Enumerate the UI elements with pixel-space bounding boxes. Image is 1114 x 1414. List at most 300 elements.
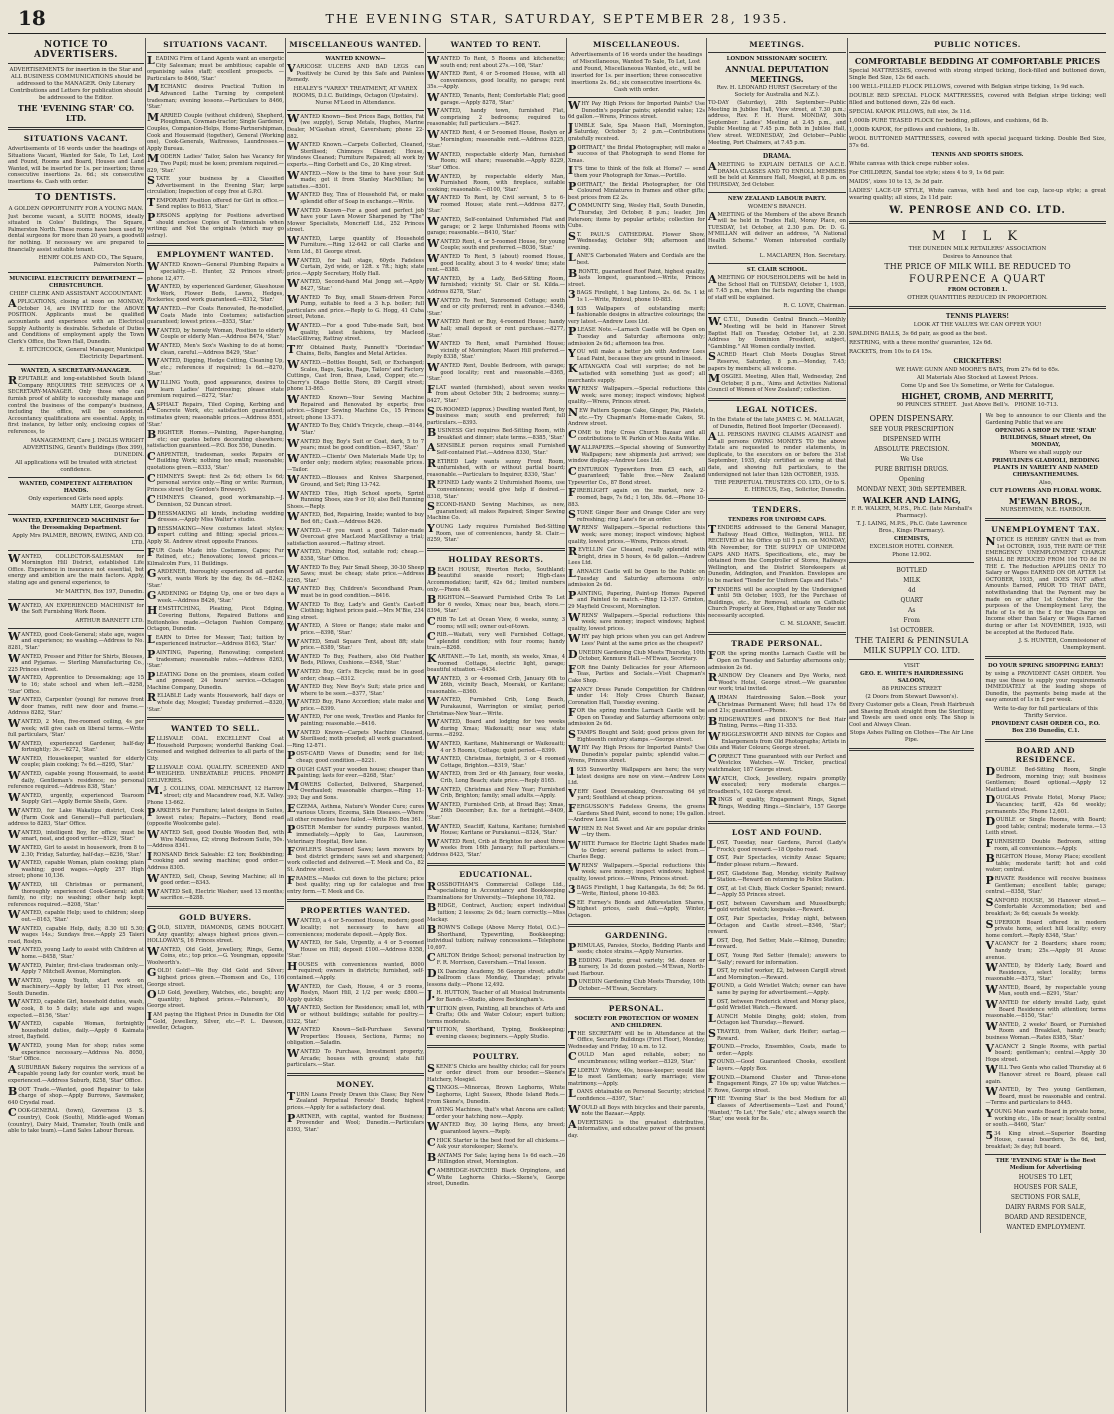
classified-ad: PLEATING Done on the premises, steam coiled and pressed; 24 hours' service.—Octagon Machine Company, Dunedin.	[147, 669, 284, 691]
classified-ad: LOST, by relief worker, £2, between Cargill street and Mornington.—Reward.	[708, 966, 846, 981]
come-text: Come Up and See Us Sometime, or Write for Catalogue.	[900, 383, 1055, 389]
divider	[8, 272, 144, 273]
classified-ad: BOOT Trade.—Wanted, good Repairer to take charge of shop.—Apply Burrows, Sawmaker, 640 Crysdal road.	[8, 1084, 144, 1106]
classified-ad: IAM paying the Highest Price in Dunedin for Old Gold, Jewellery, Silver, etc.—F. L. Dawson, jeweller, Octagon.	[147, 1010, 284, 1032]
classified-ad: WANTED Buy, 30 laying Hens, any breed; guaranteed layers.—Reply.	[427, 1120, 565, 1135]
section-heading: MISCELLANEOUS WANTED.	[289, 40, 422, 49]
classified-ad: WHY pay high prices when you can get Andrew Lees' Paint at the same price as the cheapest?	[568, 632, 705, 647]
final-star: THE 'EVENING STAR' is the Best Medium for Advertising	[995, 1157, 1096, 1171]
varex-text: HEALEY'S "VAREX" TREATMENT, AT VAREX ROOMS, D.I.C. Buildings, Octagon (Upstairs). Nurse M'Leod in Attendance.	[292, 85, 419, 106]
also-text: Also,	[1039, 480, 1053, 487]
classified-ad: WANTED.—If you want a good Tailor-made Overcoat give MacLeod MacGillivray a trial; satisfaction assured.—Rattray street.	[287, 525, 424, 547]
divider	[287, 1073, 424, 1076]
classified-ad: WILLING Youth, good appearance, desires to learn Ladies' Hairdressing; please state premium required.—8272, 'Star.'	[147, 377, 284, 400]
classified-ad: SIX-ROOMED (approx.) Dwelling wanted Rent, by business man; south end preferred; full particulars.—8393.	[427, 404, 565, 426]
classified-ad: BRIGHTER Homes.—Painting, Paper-hanging, etc; our quotes before decorating elsewhere; satisfaction guaranteed.—P.O. Box 556, Dunedin.	[147, 428, 284, 450]
classified-ad: ELLISVALE COAL QUALITY. SCREENED AND WEIGHED. UNBEATABLE PRICES. PROMPT DELIVERIES.	[147, 762, 284, 784]
classified-ad: CAMBRIDGE-HATCHED Black Orpingtons, and White Leghorns Chicks.—Skene's, George street, Dunedin.	[427, 1165, 565, 1188]
classified-ad: WANTED Known—Your Sewing Machine Repaired and Renovated by experts; free advice.—Singer Sewing Machine Co., 15 Princes street; phone 13-371.	[287, 392, 424, 421]
classified-ad: WANTED, Sell, Cheap, Sewing Machine; all in good order.—8343.	[147, 871, 284, 887]
classified-ad: 534 King street.—Superior Boarding House, casual boarders, 5s 6d, bed, breakfast; 3s day; full board.	[985, 1128, 1106, 1150]
divider	[849, 221, 1106, 224]
divider	[708, 398, 846, 401]
classified-ad: LOST, Young Red Setter (female); answers to 'Sally'; reward for information.	[708, 951, 846, 966]
classified-ad: TEMPORARY Position offered for Girl in office.—Send replies to B613, 'Star.'	[147, 195, 284, 211]
left-subcolumn	[849, 413, 974, 1233]
tennis-heading: TENNIS PLAYERS!	[945, 313, 1010, 320]
divider	[708, 821, 846, 824]
classified-ad: WANTED Rent, 4 or 5-roomed House, for young Couple; south end preferred.—B036, 'Star.'	[427, 236, 565, 252]
geo-loc: (2 Doors from Stewart Dawson's).	[865, 694, 959, 700]
mosgiel-text: MOSGIEL Meeting, Allen Hall, Wednesday, 2nd October, 8 p.m., 'Aims and Activities National Council of Women of New Zealand'; collection.	[708, 372, 846, 394]
classified-ad: FOR the spring months Larnach Castle will be Open on Tuesday and Saturday afternoons only; admission 2s 6d.	[708, 649, 846, 671]
classified-ad: ELDERLY Widow, 40s, house-keeper; would like to meet Gentleman; early marriage; view matrimony.—Apply.	[568, 1065, 705, 1087]
list-line: For CHILDREN, Sandal toe style; sizes 4 to 9, 1s 6d pair.	[849, 170, 1005, 176]
classified-ad: WANTED Known—General Plumbing Repairs a speciality.—E. Hunter, 32 Princes street; phone 12,477.	[147, 260, 284, 282]
classified-ad: WANTED, respectable elderly Man, furnished Room; will share; reasonable.—Apply 8229, 'Star' Office.	[427, 149, 565, 171]
classified-ad: WANTED, Apprentice to Dressmaking; age 15 to 16; state school and when left.—8258, 'Star' Office.	[8, 673, 144, 695]
divider	[427, 1045, 565, 1048]
column-1	[8, 38, 144, 1412]
classified-ad: WANTED, good Cook-General; state age, wages and experience; no washing.—Address to No. 8281, 'Star.'	[8, 629, 144, 651]
classified-ad: THE SECRETARY will be in Attendance at the Office, Security Buildings (First Floor), Monday, Wednesday and Friday, 10 a.m. to 12.	[568, 1028, 705, 1050]
classified-ad: WANTED Rent or Buy, 4-roomed House; handy hall; small deposit or rent purchase.—8277, 'Star.'	[427, 317, 565, 339]
classified-ad: WANTED.—Now is the time to have your Suit made; get it from Stanley MacMillan; he satisfies.—8301.	[287, 168, 424, 190]
classified-ad: WANTED Buy, Children's Secondhand Pram, must be in good condition.—8416.	[287, 584, 424, 599]
classified-list	[708, 651, 846, 817]
classified-ad: POST-CARD Views of Dunedin; send for list; cheap; good condition.—8221.	[287, 749, 424, 765]
classified-ad: BROWN'S College (Above Mercy Hotel, O.C.)—Shorthand, Typewriting, Bookkeeping; individual tuition; railway concessions.—Telephone 10,697.	[427, 923, 565, 951]
column-5	[568, 38, 705, 1412]
dentists-sub: A GOLDEN OPPORTUNITY FOR A YOUNG MAN.	[8, 205, 144, 212]
classified-ad: BUSINESS Girl requires Bed-Sitting Room, with breakfast and dinner; state terms.—8385, 'Star.'	[427, 426, 565, 441]
classified-ad: MODERN Ladies' Tailor, Salon has Vacancy for Two Pupil; must be keen; premium required.—829, 'Star.'	[147, 152, 284, 174]
list-line: ABSOLUTE PRECISION.	[874, 446, 950, 453]
cricketers-sub: All Materials Also Stocked at Lowest Prices.	[917, 375, 1038, 381]
classified-ad: WANTED, capable Woman, fortnightly household duties, daily.—Apply 6 Kaimata street, Bayfield.	[8, 1019, 144, 1041]
classified-ad: WHY Pay High Prices for Imported Paints? Use Dunedin's popular paints; splendid value.—Wrens, Princes street.	[568, 743, 705, 765]
provident-heading: DO YOUR SPRING SHOPPING EARLY!	[988, 663, 1104, 670]
divider	[708, 632, 846, 635]
classified-list	[287, 1089, 424, 1134]
divider	[8, 628, 144, 629]
column-rule	[285, 38, 286, 1412]
classified-ad: WANTED, for Lake Wakatipu district, Cook (Farm Cook and General)—Full particulars, address to 8283, 'Star' Office.	[8, 806, 144, 828]
divider	[708, 52, 846, 53]
section-heading: PUBLIC NOTICES.	[934, 40, 1021, 49]
list-line: As	[908, 607, 916, 614]
classified-ad: PORTRAIT," the Bridal Photographer, will make a success of that Photograph to send Home for Xmas.	[568, 142, 705, 164]
tenders-sub: TENDERS FOR UNIFORM CAPS.	[727, 517, 827, 524]
classified-ad: POSTER Member for sundry purposes wanted, immediately.—Apply to Gas, Laurenson, Veterinary Hospital, Bow lane.	[287, 823, 424, 845]
classified-ad: STATE your business by a Classified Advertisement in the Evening Star; large circulation; Inspection of copy free at G.P.O.	[147, 174, 284, 196]
classified-ad: REVELLIN Car Cleaned, really splendid with bright, dries in 5 hours, 4s 6d gallon.—Andrew Lees Ltd.	[568, 545, 705, 567]
classified-ad: BRIDGE, Contract, Auction; expert individual tuition; 2 lessons; 2s 6d.; learn correctly.—Miss Mackay.	[427, 901, 565, 923]
classified-ad: WANTED, Karitane, Mahinerangi or Waikouaiti; 4 or 5 Rooms, Cottage; quiet period.—8399.	[427, 739, 565, 754]
secretary-text: REPUTABLE and long-established South Island Company REQUIRES THE SERVICES OF A SECRETARY-MANAGER. Only those who can furnish proof of ability to successfully manage and control the business of the company's business, including the office, will be considered. Accountancy qualifications are essential. Apply, in first instance, by letter only, enclosing copies of references, to	[8, 374, 144, 436]
classified-ad: JUMBLE Sale, Spa Mason Hall, Mornington, Saturday, October 5; 2 p.m.—Contributions gratefully received.	[568, 120, 705, 142]
list-line: SPALDING BALLS, 3s 6d pair, as good as the best.	[849, 331, 988, 337]
classified-ad: PARTNER, with capital, wanted for Business; Provender and Wool; Dunedin.—Particulars 8393, 'Star.'	[287, 1111, 424, 1133]
highet-address	[849, 402, 1106, 409]
classified-list	[568, 940, 705, 993]
geo-addr: 88 PRINCES STREET	[882, 686, 942, 692]
classified-ad: WALLPAPERS.—Special showing of Sunworthy Wallpapers; new shipments just arrived; see window display.—Andrew Lees Ltd.	[568, 442, 705, 465]
mewan-addr: NURSERYMEN, N.E. HARBOUR.	[1000, 507, 1091, 514]
section-heading: HOLIDAY RESORTS.	[448, 554, 544, 564]
classified-ad: LOST, Gladstone Bag, Monday, vicinity Railway Station.—Reward on returning to Police Station.	[708, 868, 846, 884]
classified-ad: WANTED Rent, Double Bedroom, with garage; good locality; rent and reasonable.—8365, 'Star.'	[427, 360, 565, 383]
divider	[708, 313, 846, 314]
list-line: MILK	[903, 577, 921, 584]
classified-ad: WANTED Buy, New Boy's Suit; state price and where to be seen.—8377, 'Star.'	[287, 682, 424, 697]
classified-ad: 1935 Wallpapers of outstanding merit; fashionable designs in attractive colourings; the very latest.—Andrew Lees Ltd.	[568, 303, 705, 325]
classified-ad: OLD Gold, Jewellery, Watches, etc., bought; any quantity; highest prices.—Paterson's, 80 George street.	[147, 988, 284, 1010]
classified-ad: WANTED Sell, good Double Wooden Bed, with Wire Mattress, £2; strong Bedroom Suite, 50s.—Address 8341.	[147, 827, 284, 850]
classified-ad: LOST, at 1st Club, Black Cocker Spaniel; reward.—Apply 55 Princes street.	[708, 883, 846, 899]
milk-assoc: THE DUNEDIN MILK RETAILERS' ASSOCIATION	[908, 246, 1047, 252]
classified-ad: WANTED, Christmas, fortnight, 3 or 4 roomed Cottage, Brighton.—8319, 'Star.'	[427, 754, 565, 769]
clients-text: We beg to announce to our Clients and the Gardening Public that we are	[985, 413, 1106, 426]
collector-sign: Mr MARTYN, Box 197, Dunedin.	[55, 588, 144, 595]
section-heading: TENDERS.	[752, 505, 802, 515]
situations-heading: SITUATIONS VACANT.	[23, 134, 129, 143]
classified-ad: WANTED, by a Lady, Bed-Sitting Room, furnished; vicinity St. Clair or St. Kilda.—Address 8278, 'Star.'	[427, 273, 565, 295]
divider	[708, 498, 846, 501]
classified-ad: WANTED.—Bottles Bought, Sell, or Exchanged; Scales, Bags, Sacks, Rags, Tailors' and Factory Cuttings, Cast Iron, Brass, Lead, Copper, etc.—Cherry's Otago Bottle Store, 89 Cargill street; phone 13-865.	[287, 357, 424, 393]
geo-name: GEO. E. WHITE'S HAIRDRESSING SALOON,	[860, 671, 964, 684]
classified-ad: FRAMES.—Masks cut down to the picture; price best quality; ring up for catalogue and free entry form.—T. Meek and Co.	[287, 873, 424, 895]
divider	[287, 110, 424, 111]
classified-ad: VERY Good Dressmaking, Overcoating 64 yd yard; Southland at cheap prices.	[568, 786, 705, 802]
classified-ad: YOUNG Lady requires Furnished Bed-Sitting Room, use of conveniences, handy St. Clair.—8259, 'Star.'	[427, 522, 565, 544]
divider	[8, 514, 144, 515]
classified-ad: WANTED, capable Help; used to children; sleep out.—8163, 'Star.'	[8, 908, 144, 923]
classified-ad: WANTED, Tenants, Rent; Comfortable Flat; good garage.—Apply 8278, 'Star.'	[427, 90, 565, 106]
classified-ad: WANTED.—For Coats Renovated, Re-modelled, Coats Made into Costumes; satisfaction guaranteed; lowest prices.—8353, 'Star.'	[147, 304, 284, 326]
classified-ad: FOR fine Dainty Delicacies for your Afternoon Teas, Parties and Socials.—Visit Chapman's Cake Shop.	[568, 662, 705, 684]
machinist-sign: Apply Mrs PALMER, BROWN, EWING, AND CO. LTD.	[12, 532, 144, 546]
section-heading: MISCELLANEOUS.	[592, 40, 681, 49]
classified-ad: WANTED, For one week, Trestles and Planks for painting; reasonable.—8416.	[287, 712, 424, 728]
classified-ad: WANTED, Girl to assist in housework, from 8 to 2.30; Friday, Saturday, half-day.—8236, 'Star.'	[8, 843, 144, 858]
provident-text: by using a PROVIDENT CASH ORDER. You may use these to supply your requirements IMMEDIATELY at the leading shops of Dunedin, the payments being made at the easy amount of 1s in £ per week.	[985, 671, 1106, 704]
divider	[427, 863, 565, 866]
classified-ad: WRENS' Wallpapers.—Special reductions this week; save money; inspect windows; highest quality.—Wrens, Princes street.	[568, 384, 705, 406]
classified-ad: WANTED, young Man for shop; rates some experience necessary.—Address No. 8050, 'Star' Office.	[8, 1041, 144, 1063]
classified-ad: WANTED.—Clients' Own Materials Made Up; to order only; modern styles; reasonable prices.—Tailor.	[287, 451, 424, 473]
bedding-list	[849, 68, 1106, 150]
classified-ad: WANTED.—For a good Tube-made Suit, best quality, latest fashions, try Macleod MacGillivray, Rattray street.	[287, 321, 424, 343]
classified-ad: WRENS' Wallpapers.—Special reductions this week; save money; inspect windows; highest quality, lowest prices.—Wrens, Princes street.	[568, 860, 705, 882]
municipal-sub: CHIEF CLERK AND ASSISTANT ACCOUNTANT.	[9, 291, 143, 298]
municipal-text: APPLICATIONS, closing at noon on MONDAY, October 14, are INVITED for the ABOVE POSITION. Applicants must be qualified accountants and experience with an Electrical Supply Authority is desirable. Schedule of Duties and Conditions of employment apply the Town Clerk's Office, the Town Hall, Dunedin.	[8, 297, 144, 345]
classified-ad: WANTED, Section for Residence; small lot, with or without buildings; suitable for poultry.—8322, 'Star.'	[287, 1003, 424, 1025]
notice-text: ADVERTISEMENTS for insertion in the Star and ALL BUSINESS COMMUNICATIONS should be addressed to the MANAGER. Only Literary Contributions and Letters for publication should be addressed to the Editor.	[9, 67, 143, 101]
classified-ad: WANTED, Men's Sox's Washing to do at home; clean, careful.—Address B429, 'Star.'	[147, 340, 284, 356]
column-4	[427, 38, 565, 1412]
machinist-heading: WANTED, EXPERIENCED MACHINIST for the Dressmaking Department.	[12, 517, 140, 531]
divider	[849, 52, 1106, 53]
classified-ad: BANTAMS For Sale; laying hens 1s 6d each.—26 Hillingdon street, Mornington.	[427, 1150, 565, 1166]
wctu-text: W.C.T.U., Dunedin Central Branch.—Monthly Meeting will be held in Hanover Street Baptist Hall on Tuesday, October 1st, at 2.30. Address by Dominion President, subject, "Gambling." All Women cordially invited.	[708, 315, 846, 350]
municipal-sign: E. HITCHCOCK, General Manager, Municipal Electricity Department.	[19, 347, 144, 361]
milk-price: THE PRICE OF MILK WILL BE REDUCED TO	[884, 262, 1071, 271]
right-subcolumn	[980, 413, 1106, 1233]
legal-sign: THE PERPETUAL TRUSTEES CO. LTD., Or to S. E. HERCUS, Esq., Solicitor, Dunedin.	[714, 480, 846, 494]
section-heading: UNEMPLOYMENT TAX.	[991, 525, 1101, 535]
classified-ad: LANE'S Carbonated Waters and Cordials are the best.	[568, 251, 705, 267]
classified-list	[147, 56, 284, 239]
classified-ad: WANTED.—Blouses and Knives Sharpened, Ground, and Set; Ring 13-742.	[287, 473, 424, 489]
classified-ad: WATCH, Clock, Jewellery, repairs promptly executed; very moderate charges.—Broadbent's, 102 George street.	[708, 773, 846, 795]
classified-ad: WANTED Known.—Carpets Collected, Cleaned, Sterilised; Chimneys Cleaned; House, Windows Cleaned; Furniture Repaired; all work by experts.—Ring Corbett and Co., 20 King street.	[287, 140, 424, 168]
divider	[427, 548, 565, 551]
classified-ad: WANTED To Buy, Child's Tricycle, cheap.—8144, 'Star.'	[287, 421, 424, 436]
classified-ad: WANTED, experienced Gardener, half-day fortnightly; 3s.—8272, 'Star.'	[8, 738, 144, 754]
classified-ad: FOUND, a Gold Wristlet Watch; owner can have same by paying for advertisement.—Apply.	[708, 981, 846, 996]
classified-ad: TUITION given, Painting, all branches of Arts and Crafts; Oils and Water Colour; expert tuition; terms moderate.	[427, 1003, 565, 1025]
classified-ad: WANTED, by Elderly Lady, Board and Residence, select locality; terms reasonable.—8373, 'Star.'	[985, 961, 1106, 983]
classified-ad: TURN Loans Freely Drawn this Class; Buy New Zealand Perpetual Forests' Bonds; highest prices.—Apply for a satisfactory deal.	[287, 1089, 424, 1111]
classified-ad: WANTED, Old Gold, Jewellery, Rings, Gems, Coins, etc.; top price.—G. Youngman, opposite Woolworth's.	[147, 944, 284, 966]
classified-ad: WANTED, Large quantity of Household Furniture.—Ring 12-642 or call Clarke and Venn Ltd., 81 George street.	[287, 233, 424, 256]
classified-ad: VACANCY for 2 Boarders; share room; handy tram; 25s.—Apply 91 Anzac avenue.	[985, 939, 1106, 961]
classified-ad: WANTED, Board, by respectable young Man, south end.—8291, 'Star.'	[985, 982, 1106, 998]
classified-ad: GOLD! Gold!—We Buy Old Gold and Silver; highest prices given.—Thomson and Co., 116 George street.	[147, 966, 284, 988]
classified-ad: WANTED, 2 weeks' Board, or Furnished Room and Breakfast, handy beach; business Woman.—Rates 8385, 'Star.'	[985, 1019, 1106, 1042]
page-number: 18	[18, 6, 46, 30]
divider	[8, 63, 144, 64]
clair-sign: R. C. LOVE, Chairman.	[783, 303, 846, 310]
walker-phone: Phone 12.902.	[892, 552, 932, 558]
secretary-heading: WANTED, A SECRETARY-MANAGER.	[20, 368, 132, 375]
divider	[147, 717, 284, 720]
tennis-look: LOOK AT THE VALUES WE CAN OFFER YOU!	[913, 322, 1042, 328]
plants-text: PRIMULINES GLADIOLI, BEDDING PLANTS IN VARIETY AND NAMED CHRYSANTHEMUMS.	[992, 458, 1100, 479]
divider	[985, 656, 1106, 659]
cricketers-text: WE HAVE GUNN AND MOORE'S BATS, from 27s 6d to 65s.	[895, 367, 1060, 373]
classified-ad: STRAYED, from Walker, dark Heifer; eartag.—Reward.	[708, 1026, 846, 1042]
classified-ad: WANTED To Rent, by Civil servant, 5 to 6-roomed House; state rent.—Address 8277, 'Star.'	[427, 193, 565, 215]
classified-ad: WANTED, capable Girl, household duties, wash, cook, 8 to 5 daily; state age and wages expected.—8156, 'Star.'	[8, 997, 144, 1019]
classified-ad: STINGOS.—Minorcas, Brown Leghorns, White Leghorns, Light Sussex, Rhode Island Reds.—From Skene's, Dunedin.	[427, 1083, 565, 1105]
classified-ad: THE 'Evening Star' is the best Medium for all classes of Advertisements—'Lost and Found,' 'Wanted,' 'To Let,' 'For Sale,' etc.; always search the 'Star,' one week for 8s.	[708, 1094, 846, 1123]
classified-ad: CHIMNEYS Cleaned, good workmanship.—J. Dennison, 52 Duncan street.	[147, 493, 284, 509]
section-heading: WANTED TO RENT.	[450, 40, 542, 49]
classified-ad: BEDDING Plants; great variety; 9d. dozen or nursery, 1s 3d dozen posted.—M'Ewan, North-east Harbour.	[568, 955, 705, 977]
classified-ad: WANTED Buy, Piano Accordion; state make and price.—8399.	[287, 697, 424, 712]
classified-ad: REFINED Lady wants 2 Unfurnished Rooms, use conveniences; would give help if desired.—8318, 'Star.'	[427, 478, 565, 500]
divider	[8, 550, 144, 551]
classified-ad: FERGUSSON'S Fadeless Greens, the greens Gardens Shed Paint, second to none; 19s gallon.—Andrew Lees Ltd.	[568, 802, 705, 824]
tenders2-sign: C. M. SLOANE, Seacliff.	[780, 621, 846, 628]
classified-ad: FOUND.—Diamond Cluster and Three-stone Engagement Rings, 27 10s up; value Watches.—F. Rowe, George street.	[708, 1072, 846, 1094]
classified-ad: BRONTE, guaranteed Roof Paint, highest quality, lasts longest, guaranteed.—Write, Princes street.	[568, 266, 705, 288]
divider	[985, 739, 1106, 742]
divider	[427, 52, 565, 53]
classified-ad: ASENSIBLE person requires small Furnished Self-contained Flat.—Address 8330, 'Star.'	[427, 441, 565, 457]
classified-ad: DUNEDIN Gardening Club Meets Thursday, 10th October, Kenmure Hall.—M'Ewan, Secretary.	[568, 647, 705, 663]
section-heading: MONEY.	[336, 1079, 375, 1089]
highet-phone: PHONE 10-713.	[1014, 402, 1059, 408]
clair-heading: ST. CLAIR SCHOOL.	[746, 267, 808, 274]
classified-ad: FANCY Dress Parade Competition for Children under 14: Holy Cross Church Bazaar, Coronation Hall, Tuesday evening.	[568, 684, 705, 706]
classified-ad: WANTED Known—Sell-Purchase Several Properties: Houses, Sections, Farms; no obligation.—Saladin.	[287, 1025, 424, 1047]
list-line: White canvas with thick crepe rubber soles.	[849, 161, 970, 167]
list-line: QUART	[900, 597, 923, 604]
classified-ad: WANTED To Buy, Feathers, also Old Feather Beds, Pillows, Cushions.—8348, 'Star.'	[287, 651, 424, 667]
company-name: THE 'EVENING STAR' CO. LTD.	[17, 103, 135, 123]
classified-ad: KAITANGATA Coal will surprise; do not be satisfied with something 'just as good'; all merchants supply.	[568, 362, 705, 384]
classified-ad: WANTED, Bed, Repairing, Inside; wanted to buy Bed 6ft.; Cash.—Address 8426.	[287, 510, 424, 526]
list-line: 100 WELL-FILLED FLOCK PILLOWS, covered with Belgian stripe ticking, 1s 9d each.	[849, 84, 1085, 90]
tenders2-text: TENDERS will be accepted by the Undersigned until 5th October, 1935, for the Purchase of Buildings, etc., for Removal, situate on Catholic Church Property at Gore, Highest or any Tender not necessarily accepted.	[708, 584, 846, 619]
classified-list	[568, 1028, 705, 1140]
classified-ad: RETIRED Lady wants sunny Front Room, unfurnished, with or without partial board; reasonable.—Particulars to Inquirer, 8330, 'Star.'	[427, 456, 565, 478]
divider	[708, 263, 846, 264]
classified-ad: TRY Obtained Rusty, Pannett's "Dorindas" Chains, Belts, Bangles and Metal Articles.	[287, 342, 424, 358]
classified-ad: FOUND.—Frocks, Ensembles, Coats, made to order.—Apply.	[708, 1042, 846, 1057]
classified-ad: WHEN Et Not Sweet and Air are popular drinks—try them.	[568, 823, 705, 839]
classified-ad: SEE Furney's Bonds and Afforestation Shares, highest prices, cash deal.—Apply, Winter, Octagon.	[568, 897, 705, 919]
walker-addr: EXCELSIOR HOTEL CORNER.	[869, 544, 954, 550]
classified-list	[427, 56, 565, 544]
classified-ad: DRESSMAKING all kinds, including wedding dresses.—Apply Miss Walter's studio.	[147, 508, 284, 524]
classified-list	[147, 922, 284, 1032]
geo-stop: Stops Ashes Falling on Clothes—The Air Line Pipe.	[849, 730, 974, 744]
classified-ad: FLAT wanted (furnished), about seven weeks from about October 5th; 2 bedrooms; sunny.—8427, 'Star.'	[427, 382, 565, 404]
classified-list	[427, 564, 565, 859]
classified-ad: WILL Two Gents who called Thursday at 6 Hanover street re Board, please call again.	[985, 1063, 1106, 1085]
machinist2-text: WANTED, AN EXPERIENCED MACHINIST for the Soft Furnishing Work Room.	[8, 600, 144, 616]
list-line: MONDAY NEXT, 30th SEPTEMBER.	[856, 486, 967, 493]
classified-ad: SKENE'S Chicks are healthy chicks; call for yours or order direct from our brooder.—Skene's Hatchery, Mosgiel.	[427, 1061, 565, 1083]
list-line: MAIDS', sizes 10 to 13, 3s 3d pair.	[849, 179, 944, 185]
classified-ad: ROSSBOTHAM'S Commercial College Ltd., specialising in Accountancy and Bookkeeping Examinations for University.—Telephone 10,782.	[427, 879, 565, 901]
classified-ad: LOST, between Frederick street and Moray place, gold Wristlet Watch.—Reward.	[708, 996, 846, 1012]
classified-ad: KARITANE.—To Let, month, six weeks, Xmas, 4 roomed Cottage, electric light, garage; beautiful situation.—8434.	[427, 651, 565, 674]
classified-ad: STONE Ginger Beer and Orange Cider are very refreshing; ring Lane's for an order.	[568, 508, 705, 523]
list-line: WOOL BUTTONED MATTRESSES, covered with special jacquard ticking. Double Bed Size, 57s 6d.	[849, 136, 1106, 149]
classified-ad: WANTED, capable Woman, plain cooking; plain washing; good wages.—Apply 257 High street; phone 10,136.	[8, 858, 144, 880]
classified-ad: WANTED Known—For a good and perfect job have your Lawn Mower Sharpened by "The" Mower Specialists, Moncrieff Ltd., 252 Princes street.	[287, 205, 424, 234]
classified-ad: RELIABLE Lady wants Housework, half days or whole day, Mosgiel; Tuesday preferred.—8320, 'Star.'	[147, 691, 284, 713]
classified-list	[985, 767, 1106, 1150]
classified-ad: WRIGGLESWORTH AND BINNS for Copies and Enlargements from Old Photographs; Artists in Oils and Water Colours; George street.	[708, 730, 846, 752]
classified-ad: WANTED Known—Carpets Machine Cleaned, Sterilised; moth proofed; all work guaranteed.—Ring 12-871.	[287, 727, 424, 749]
classified-ad: WHY Pay High Prices for Imported Paints? Use Dunedin's popular paints; splendid value; 12s 6d gallon.—Wrens, Princes street.	[568, 99, 705, 121]
classified-list	[427, 1061, 565, 1188]
classified-ad: ST. PAUL'S CATHEDRAL Flower Show, Wednesday, October 9th; afternoon and evening.	[568, 229, 705, 251]
notice-heading: NOTICE TO ADVERTISERS.	[33, 40, 119, 60]
section-heading: TRADE PERSONAL.	[731, 639, 823, 649]
classified-ad: WANTED, Fishing Rod, suitable rod; cheap.—8358, 'Star' Office.	[287, 547, 424, 562]
classified-ad: WANTED Buy, Boy's Suit or Coat, dark, 5 to 7 years; must be good condition.—8347, 'Star.'	[287, 436, 424, 452]
divider	[287, 52, 424, 53]
opening-text: OPENING A SHOP IN THE 'STAR' BUILDINGS, Stuart street, On MONDAY,	[995, 428, 1097, 449]
classified-ad: FUR Coats Made into Costumes, Capes; Fur Relined, etc.; Renovations; lowest prices.—Kilmalcolm Furs, 11 Buildings.	[147, 545, 284, 567]
divider	[849, 659, 974, 660]
list-line: BOTTLED	[896, 567, 928, 574]
classified-ad: IRONSAND Brick Saleable: £2 ton; Bookbinding; cooking and sewing machine; good order.—Address 8305.	[147, 849, 284, 871]
unemploy-text: NOTICE IS HEREBY GIVEN that as from 1st OCTOBER, 1935, THE RATE OF THE EMERGENCY UNEMPLOYMENT CHARGE SHALL BE REDUCED FROM 10d TO 8d IN THE £. The Reduction APPLIES ONLY TO Salary or Wages EARNED ON OR AFTER 1st OCTOBER, 1935, and DOES NOT affect Amounts Earned, PRIOR TO THAT DATE, notwithstanding that the Payment may be made on or after 1st October. For the purposes of the Unemployment Levy, the Rate of 1s 6d in the £ for the Charge on Income other than Salary or Wages Earned during or after 1st NOVEMBER, 1935, will be accepted at the Reduced Rate.	[985, 535, 1106, 636]
column-7	[849, 38, 1106, 1412]
classified-list	[568, 101, 705, 920]
classified-ad: MOWERS Collected, Delivered, Sharpened, Overhauled; reasonable charges.—Ring 11-393; Day and Sons.	[287, 779, 424, 801]
classified-ad: PRIVATE Residence will receive business Gentleman; excellent table; garage; central.—8358, 'Star.'	[985, 873, 1106, 896]
section-heading: BOARD AND RESIDENCE.	[1015, 746, 1076, 765]
classified-ad: PAINTING, Papering, Paint-up Homes Papered and Painted to match.—Ring 12-137. Grinton, 29 Mayfield Crescent, Mornington.	[568, 588, 705, 610]
section-heading: GARDENING.	[605, 930, 668, 940]
divider	[8, 477, 144, 478]
classified-ad: RAINBOW Dry Cleaners and Dye Works, next Wood's Hotel, George street.—We guarantee our work; trial invited.	[708, 671, 846, 693]
divider	[147, 52, 284, 53]
divider	[708, 192, 846, 193]
classified-ad: SANFORD HOUSE, 36 Hanover street.—Comfortable Accommodation; bed and breakfast; 3s 6d; casuals 5s weekly.	[985, 895, 1106, 917]
classified-ad: WANTED, intelligent Boy, for office; must be smart, neat, and good writer.—8129, 'Star.'	[8, 827, 144, 843]
situations-note: Advertisements of 16 words under the headings of Situations Vacant, Wanted for Sale, To Let, Lost and Found, Rooms and Board, Houses and Land Wanted, will be inserted for 1s. per insertion; three consecutive insertions 2s. 6d.; six consecutive insertions 4s. Cash with order.	[8, 146, 144, 185]
classified-ad: ROUGH CAST your wooden house; cheaper than painting; lasts for ever.—8268, 'Star.'	[287, 764, 424, 780]
column-rule	[706, 38, 707, 1412]
section-heading: LEGAL NOTICES.	[736, 405, 818, 414]
bedding-title: COMFORTABLE BEDDING AT COMFORTABLE PRICES	[854, 56, 1101, 66]
milk-other: OTHER QUANTITIES REDUCED IN PROPORTION.	[907, 295, 1048, 301]
classified-ad: DRESSMAKING—New costumes latest styles; expert cutting and fitting; special prices.—Apply St. Andrew street opposite Frances.	[147, 523, 284, 545]
list-line: DOUBLE BED SPECIAL FLOCK MATTRESSES, covered with Belgian stripe ticking; well filled and buttoned down, 22s 6d each.	[849, 93, 1106, 106]
masthead-rule	[8, 33, 1106, 34]
final-items	[985, 1173, 1106, 1232]
classified-list	[147, 736, 284, 902]
where-text: Where we shall supply our	[1009, 450, 1083, 457]
classified-ad: WRENS' Wallpapers.—Special reductions this week; save money; inspect windows; highest quality, lowest prices.—Wrens, Princes street.	[568, 523, 705, 545]
drama-heading: DRAMA.	[762, 153, 792, 161]
classified-ad: SUPERIOR Board offered in modern private home, select hill locality; every home comfort.—Reply 8348, 'Star.'	[985, 917, 1106, 939]
municipal-heading: MUNICIPAL ELECTRICITY DEPARTMENT — CHRISTCHURCH.	[9, 276, 143, 290]
divider	[287, 899, 424, 902]
divider	[147, 906, 284, 909]
classified-ad: RINGS of quality, Engagement Rings, Signet Rings, Wedding Rings.—Sinclair's, 157 George street.	[708, 795, 846, 817]
section-heading: PROPERTIES WANTED.	[300, 906, 411, 916]
classified-ad: IT'S time to think of the folk at Home? — send them your Photograph for Xmas.—Portillo.	[568, 164, 705, 179]
classified-ad: COMMUNITY Sing, Wesley Hall, South Dunedin, Thursday, 3rd October, 8 p.m.; leader, Jim Paterson; items by popular artists; collection for Cubs.	[568, 201, 705, 230]
classified-ad: YOU will make a better job with Andrew Lees Lead Paint, because they are ground in linseed.	[568, 347, 705, 362]
highet-name: HIGHET, CROMB, AND MERRITT,	[901, 391, 1054, 401]
classified-ad: BRIDGEWATER'S and DIXON'S for Best Hair Tinting, Perms.—Ring 11-353.	[708, 714, 846, 730]
list-line: WANTED EMPLOYMENT.	[1006, 1223, 1086, 1231]
mission-text: TO-DAY (Saturday), 28th September—Public Meeting in Jubilee Hall, View street, at 7.30 p.m.; address, Rev. F. H. Hurst. MONDAY, 30th September: Ladies' Meeting at 2.45 p.m., and Public Meeting at 7.45 p.m. Both in Jubilee Hall, View street. WEDNESDAY, 2nd October—Public Meeting, Port Chalmers, at 7.45 p.m.	[708, 100, 846, 146]
divider	[985, 518, 1106, 521]
clair-text: AMEETING OF HOUSEHOLDERS will be held in the School Hall on TUESDAY, October 1, 1935, at 7.45 p.m., when the facts regarding the change of staff will be explained.	[708, 273, 846, 301]
classified-ad: WANTED, Furnished Crib, Long Beach, Purakaunui, Warrington or similar, period Christmas-New Year.—Write.	[427, 695, 565, 717]
list-line: 1,000lb PURE TEASED FLOCK for bedding, pillows, and cushions, 6d lb.	[849, 118, 1049, 124]
machinist2-sign: ARTHUR BARNETT LTD.	[75, 617, 144, 624]
milk-date: FROM OCTOBER 1.	[947, 287, 1008, 293]
labour-sign: L. MACLAREN, Hon. Secretary.	[759, 253, 846, 260]
classified-ad: WHITE Furnace for Electric Light Shades made to Order; several patterns to select from.—Charles Begg.	[568, 838, 705, 861]
section-heading: WANTED TO SELL.	[170, 724, 261, 734]
classified-ad: CENTURION Typewriters from £5 each, all guaranteed; Table free.—New Zealand Typewriter Co., 87 Bond street.	[568, 464, 705, 486]
classified-ad: WANTED Sell, Electric Washer; used 13 months; sacrifice.—8288.	[147, 886, 284, 902]
list-line: 1,000lb KAPOK, for pillows and cushions, 1s lb.	[849, 127, 980, 133]
classified-ad: CHICK Starter is the best food for all chickens.—Ask your storekeeper; Skene's.	[427, 1135, 565, 1151]
classified-ad: WANTED, 2 Men, five-roomed ceiling, 4s per week; will give cash on liberal terms.—Write full particulars, 'Star.'	[8, 716, 144, 739]
drama-text: AMEETING to EXPLAIN DETAILS OF A.C.E. DRAMA CLASSES AND TO ENROLL MEMBERS will be held at Kenmure Hall, Mosgiel, at 8 p.m. on THURSDAY, 3rd October.	[708, 160, 846, 188]
taieri-name: THE TAIERI & PENINSULA MILK SUPPLY CO. LTD.	[854, 636, 969, 655]
classified-ad: WANTED To Rent, 5 (about) roomed House, good locality, about 3 to 4 weeks' time; state rent.—8388.	[427, 252, 565, 274]
classified-ad: WANTED, Housekeeper, wanted for elderly couple; plain cooking; 7s 6d.—8295, 'Star.'	[8, 753, 144, 769]
classified-ad: WANTED, till Christmas or permanent, thoroughly experienced Cook-General; adult family, no city; no washing; other help kept; references required.—8208, 'Star.'	[8, 879, 144, 908]
